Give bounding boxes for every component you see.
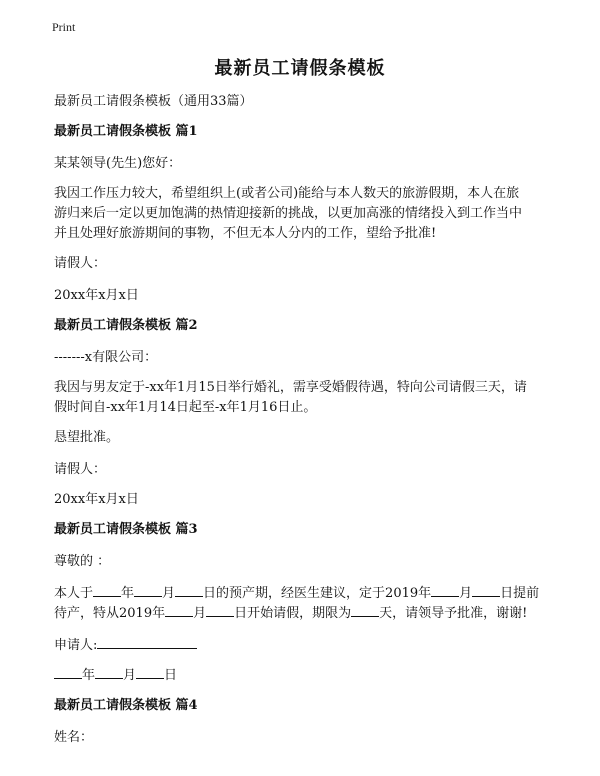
signature-line [97, 634, 197, 649]
section-1-body-line-1: 我因工作压力较大，希望组织上(或者公司)能给与本人数天的旅游假期，本人在旅 [54, 186, 520, 201]
applicant-label: 申请人: [54, 638, 98, 653]
section-1-heading: 最新员工请假条模板 篇1 [54, 124, 198, 139]
text-segment: 本人于 [54, 586, 94, 601]
text-segment: 年 [121, 586, 135, 601]
blank-line [93, 582, 121, 597]
section-2-heading: 最新员工请假条模板 篇2 [54, 318, 198, 333]
section-1-date: 20xx年x月x日 [54, 288, 139, 303]
blank-line [431, 582, 459, 597]
section-2-approve: 恳望批准。 [54, 430, 120, 445]
section-2-body-line-2: 假时间自-xx年1月14日起至-x年1月16日止。 [54, 400, 317, 415]
text-segment: 月 [459, 586, 473, 601]
intro-text: 最新员工请假条模板（通用33篇） [54, 94, 253, 109]
section-3-body-line-1 [54, 582, 550, 604]
blank-line [472, 582, 500, 597]
text-segment: 月 [193, 606, 207, 621]
section-4-name-label: 姓名： [54, 730, 94, 745]
section-3-greeting: 尊敬的 ： [54, 554, 111, 569]
text-segment: 月 [162, 586, 176, 601]
section-3-heading: 最新员工请假条模板 篇3 [54, 522, 198, 537]
blank-line [165, 602, 193, 617]
date-year: 年 [82, 668, 96, 683]
section-3-applicant [54, 634, 550, 656]
text-segment: 日开始请假，期限为 [234, 606, 352, 621]
text-segment: 日的预产期，经医生建议，定于2019年 [203, 586, 432, 601]
section-1-greeting: 某某领导(先生)您好： [54, 156, 182, 171]
section-2-greeting: -------x有限公司： [54, 350, 158, 365]
section-3-date [54, 664, 550, 686]
page-title: 最新员工请假条模板 [214, 58, 386, 79]
text-segment: 待产，特从2019年 [54, 606, 166, 621]
date-month: 月 [123, 668, 137, 683]
text-segment: 日提前 [500, 586, 540, 601]
blank-line [134, 582, 162, 597]
section-2-applicant: 请假人： [54, 462, 107, 477]
section-4-heading: 最新员工请假条模板 篇4 [54, 698, 198, 713]
section-2-body-line-1: 我因与男友定于-xx年1月15日举行婚礼，需享受婚假待遇，特向公司请假三天，请 [54, 380, 527, 395]
section-1-applicant: 请假人： [54, 256, 107, 271]
print-label: Print [52, 20, 76, 34]
text-segment: 天，请领导予批准，谢谢! [379, 606, 528, 621]
blank-line [206, 602, 234, 617]
date-day: 日 [164, 668, 178, 683]
blank-line [54, 664, 82, 679]
section-2-date: 20xx年x月x日 [54, 492, 139, 507]
blank-line [136, 664, 164, 679]
section-3-body-line-2 [54, 602, 550, 624]
blank-line [95, 664, 123, 679]
blank-line [351, 602, 379, 617]
blank-line [175, 582, 203, 597]
section-1-body-line-2: 游归来后一定以更加饱满的热情迎接新的挑战，以更加高涨的情绪投入到工作当中 [54, 206, 523, 221]
section-1-body-line-3: 并且处理好旅游期间的事物，不但无本人分内的工作，望给予批准! [54, 226, 437, 241]
